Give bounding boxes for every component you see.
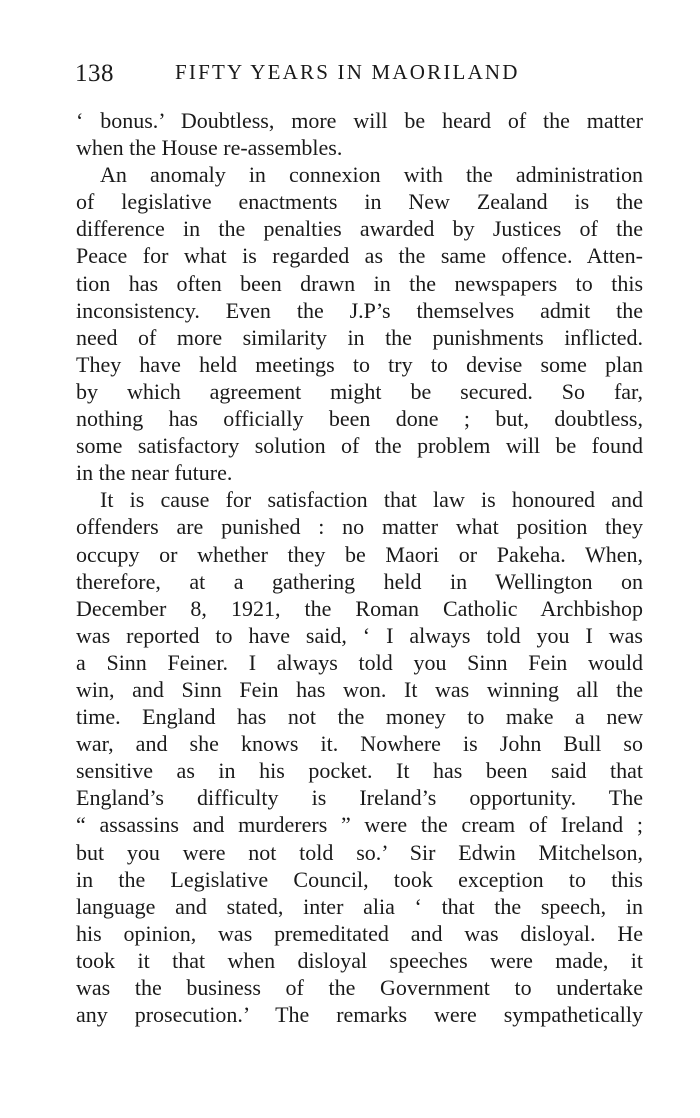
text-line: ‘ bonus.’ Doubtless, more will be heard of the matter	[76, 108, 643, 133]
text-line: occupy or whether they be Maori or Pakeha. When,	[76, 541, 643, 567]
text-line: offenders are punished : no matter what position they	[76, 514, 643, 540]
text-line: of legislative enactments in New Zealand is the	[76, 189, 643, 215]
text-line: any prosecution.’ The remarks were sympathetically	[76, 1002, 643, 1028]
text-line: difference in the penalties awarded by Justices of the	[76, 216, 643, 242]
text-line: An anomaly in connexion with the administration	[100, 162, 643, 188]
text-line: sensitive as in his pocket. It has been said that	[76, 758, 643, 784]
text-line: therefore, at a gathering held in Wellington on	[76, 568, 643, 594]
running-head	[75, 58, 645, 90]
text-line: win, and Sinn Fein has won. It was winning all the	[76, 676, 643, 702]
text-line: some satisfactory solution of the problem will be found	[76, 433, 643, 459]
text-line: language and stated, inter alia ‘ that the speech, in	[76, 893, 643, 919]
text-line: in the Legislative Council, took exception to this	[76, 866, 643, 892]
text-line: “ assassins and murderers ” were the cream of Ireland ;	[76, 812, 643, 838]
text-line: was the business of the Government to undertake	[76, 975, 643, 1000]
text-line: a Sinn Feiner. I always told you Sinn Fein would	[76, 649, 643, 675]
text-line: took it that when disloyal speeches were made, it	[76, 947, 643, 973]
text-line: time. England has not the money to make a new	[76, 704, 643, 730]
text-line: England’s difficulty is Ireland’s opportunity. The	[76, 785, 643, 811]
page-number: 138	[75, 60, 114, 87]
text-line: It is cause for satisfaction that law is honoured and	[100, 487, 643, 513]
text-line: December 8, 1921, the Roman Catholic Archbishop	[76, 595, 643, 621]
text-line: when the House re-assembles.	[76, 135, 343, 161]
text-line: by which agreement might be secured. So far,	[76, 378, 643, 404]
text-line: nothing has officially been done ; but, doubtless,	[76, 406, 643, 432]
text-line: Peace for what is regarded as the same offence. Atten-	[76, 243, 643, 269]
text-line: inconsistency. Even the J.P’s themselves admit the	[76, 297, 643, 323]
text-line: war, and she knows it. Nowhere is John Bull so	[76, 731, 643, 757]
text-line: but you were not told so.’ Sir Edwin Mitchelson,	[76, 839, 643, 865]
running-title: FIFTY YEARS IN MAORILAND	[175, 60, 520, 84]
text-line: need of more similarity in the punishments inflicted.	[76, 324, 643, 350]
text-line: They have held meetings to try to devise some plan	[76, 351, 643, 377]
text-line: tion has often been drawn in the newspapers to this	[76, 270, 643, 296]
text-line: his opinion, was premeditated and was disloyal. He	[76, 920, 643, 946]
text-line: in the near future.	[76, 460, 233, 486]
text-line: was reported to have said, ‘ I always told you I was	[76, 622, 643, 648]
body-text	[76, 107, 643, 1028]
